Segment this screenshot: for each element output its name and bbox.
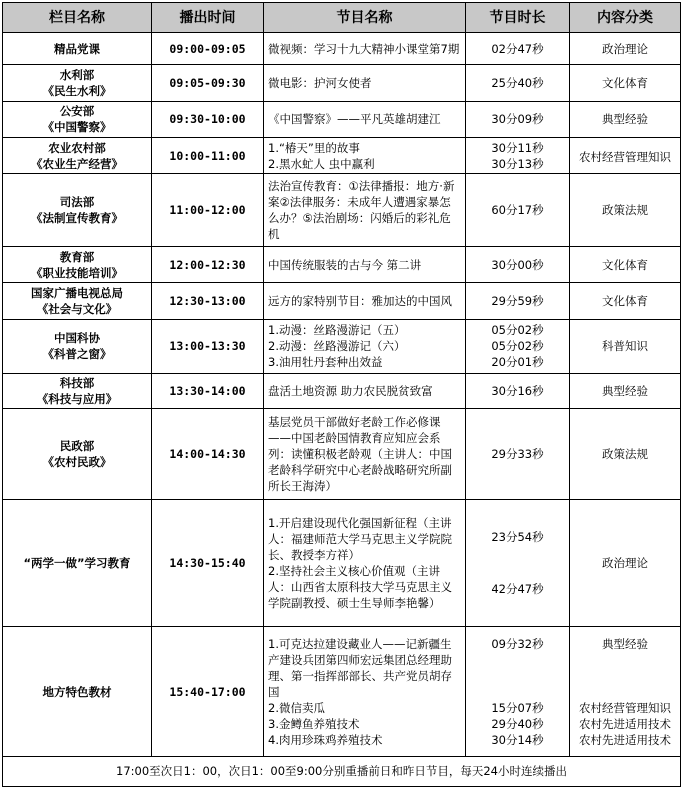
table-row	[3, 319, 681, 374]
duration-cell: 30分16秒	[466, 374, 570, 409]
table-row	[3, 33, 681, 65]
column-name-cell: 公安部 《中国警察》	[3, 101, 152, 137]
program-cell: 1.开启建设现代化强国新征程（主讲人：福建师范大学马克思主义学院院长、教授李方祥） 2.坚持社会主义核心价值观（主讲人：山西省太原科技大学马克思主义学院副教授、硕士生导师李艳馨）	[264, 500, 466, 627]
broadcast-time-cell: 09:05-09:30	[152, 65, 264, 101]
table-row	[3, 374, 681, 409]
broadcast-time-cell: 14:30-15:40	[152, 500, 264, 627]
duration-cell: 60分17秒	[466, 174, 570, 247]
category-cell: 文化体育	[570, 246, 681, 282]
program-cell: 盘活土地资源 助力农民脱贫致富	[264, 374, 466, 409]
duration-cell: 05分02秒 05分02秒 20分01秒	[466, 319, 570, 374]
broadcast-time-cell: 13:00-13:30	[152, 319, 264, 374]
category-cell: 农村经营管理知识	[570, 137, 681, 173]
duration-cell: 25分40秒	[466, 65, 570, 101]
column-name-cell: 国家广播电视总局 《社会与文化》	[3, 283, 152, 319]
header-broadcast-time: 播出时间	[152, 3, 264, 33]
category-cell: 典型经验	[570, 101, 681, 137]
program-cell: 1.“椿天”里的故事 2.黑水虻人 虫中赢利	[264, 137, 466, 173]
table-row	[3, 283, 681, 319]
broadcast-time-cell: 13:30-14:00	[152, 374, 264, 409]
table-row	[3, 65, 681, 101]
footer-row	[3, 756, 681, 786]
broadcast-time-cell: 12:30-13:00	[152, 283, 264, 319]
schedule-table	[2, 2, 681, 787]
duration-cell: 02分47秒	[466, 33, 570, 65]
column-name-cell: 中国科协 《科普之窗》	[3, 319, 152, 374]
table-row	[3, 409, 681, 500]
category-cell: 政治理论	[570, 500, 681, 627]
header-row	[3, 3, 681, 33]
category-cell: 文化体育	[570, 283, 681, 319]
column-name-cell: 地方特色教材	[3, 627, 152, 756]
program-cell: 《中国警察》——平凡英雄胡建江	[264, 101, 466, 137]
broadcast-time-cell: 12:00-12:30	[152, 246, 264, 282]
program-cell: 远方的家特别节目：雅加达的中国风	[264, 283, 466, 319]
category-cell: 科普知识	[570, 319, 681, 374]
duration-cell: 30分00秒	[466, 246, 570, 282]
broadcast-time-cell: 11:00-12:00	[152, 174, 264, 247]
program-cell: 1.动漫：丝路漫游记（五） 2.动漫：丝路漫游记（六） 3.油用牡丹套种出效益	[264, 319, 466, 374]
category-cell: 典型经验 农村经营管理知识 农村先进适用技术 农村先进适用技术	[570, 627, 681, 756]
category-cell: 文化体育	[570, 65, 681, 101]
broadcast-time-cell: 15:40-17:00	[152, 627, 264, 756]
table-row	[3, 246, 681, 282]
broadcast-time-cell: 09:30-10:00	[152, 101, 264, 137]
broadcast-time-cell: 09:00-09:05	[152, 33, 264, 65]
table-row	[3, 174, 681, 247]
broadcast-time-cell: 10:00-11:00	[152, 137, 264, 173]
column-name-cell: 司法部 《法制宣传教育》	[3, 174, 152, 247]
table-row	[3, 500, 681, 627]
column-name-cell: “两学一做”学习教育	[3, 500, 152, 627]
program-cell: 基层党员干部做好老龄工作必修课——中国老龄国情教育应知应会系列：读懂积极老龄观（主讲人：中国老龄科学研究中心老龄战略研究所副所长王海涛）	[264, 409, 466, 500]
category-cell: 政治理论	[570, 33, 681, 65]
duration-cell: 09分32秒 15分07秒 29分40秒 30分14秒	[466, 627, 570, 756]
column-name-cell: 民政部 《农村民政》	[3, 409, 152, 500]
duration-cell: 30分09秒	[466, 101, 570, 137]
header-program-name: 节目名称	[264, 3, 466, 33]
program-cell: 微电影：护河女使者	[264, 65, 466, 101]
category-cell: 典型经验	[570, 374, 681, 409]
duration-cell: 30分11秒 30分13秒	[466, 137, 570, 173]
column-name-cell: 水利部 《民生水利》	[3, 65, 152, 101]
broadcast-time-cell: 14:00-14:30	[152, 409, 264, 500]
program-cell: 1.可克达拉建设藏业人——记新疆生产建设兵团第四师宏远集团总经理助理、第一指挥部部长、共产党员胡存国 2.微信卖瓜 3.金鳟鱼养殖技术 4.肉用珍珠鸡养殖技术	[264, 627, 466, 756]
column-name-cell: 教育部 《职业技能培训》	[3, 246, 152, 282]
program-cell: 微视频：学习十九大精神小课堂第7期	[264, 33, 466, 65]
program-cell: 中国传统服装的古与今 第二讲	[264, 246, 466, 282]
program-cell: 法治宣传教育：①法律播报：地方·新案②法律服务：未成年人遭遇家暴怎么办？⑤法治剧场：闪婚后的彩礼危机	[264, 174, 466, 247]
duration-cell: 29分59秒	[466, 283, 570, 319]
category-cell: 政策法规	[570, 174, 681, 247]
column-name-cell: 农业农村部 《农业生产经营》	[3, 137, 152, 173]
column-name-cell: 精品党课	[3, 33, 152, 65]
duration-cell: 23分54秒 42分47秒	[466, 500, 570, 627]
table-row	[3, 627, 681, 756]
category-cell: 政策法规	[570, 409, 681, 500]
table-row	[3, 137, 681, 173]
table-row	[3, 101, 681, 137]
duration-cell: 29分33秒	[466, 409, 570, 500]
rebroadcast-note: 17:00至次日1：00，次日1：00至9:00分别重播前日和昨日节目，每天24小时连续播出	[3, 756, 681, 786]
column-name-cell: 科技部 《科技与应用》	[3, 374, 152, 409]
header-column-name: 栏目名称	[3, 3, 152, 33]
header-duration: 节目时长	[466, 3, 570, 33]
header-category: 内容分类	[570, 3, 681, 33]
